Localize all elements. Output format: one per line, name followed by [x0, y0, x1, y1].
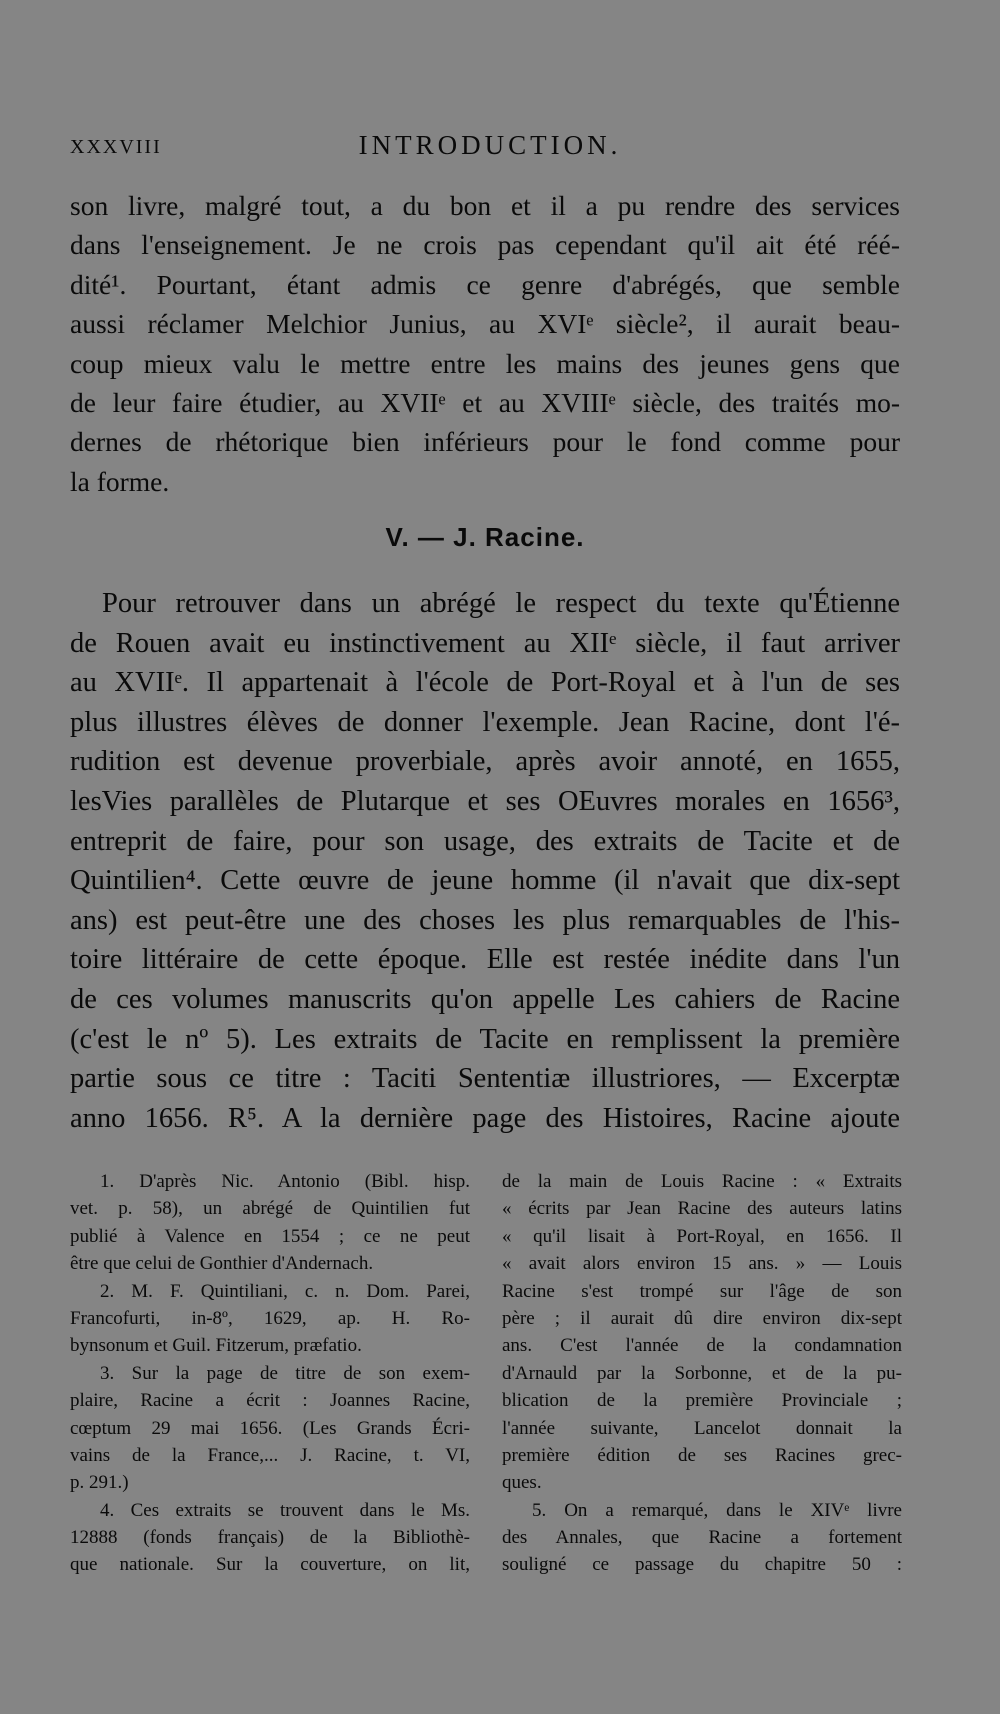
text-line: dernes de rhétorique bien inférieurs pour le fond comme pour — [70, 426, 900, 458]
footnote-line: père ; il aurait dû dire environ dix-sept — [502, 1307, 902, 1329]
text-line: plus illustres élèves de donner l'exemple. Jean Racine, dont l'é- — [70, 706, 900, 738]
footnote-line: « qu'il lisait à Port-Royal, en 1656. Il — [502, 1225, 902, 1247]
text-line: de ces volumes manuscrits qu'on appelle Les cahiers de Racine — [70, 983, 900, 1015]
footnote-line: 1. D'après Nic. Antonio (Bibl. hisp. — [100, 1171, 470, 1192]
footnotes-right-column — [502, 1168, 902, 1579]
text-line: au XVIIᵉ. Il appartenait à l'école de Port-Royal et à l'un de ses — [70, 667, 900, 699]
footnote-line: de la main de Louis Racine : « Extraits — [502, 1171, 902, 1192]
footnote-line: plaire, Racine a écrit : Joannes Racine, — [70, 1390, 470, 1412]
running-head — [70, 130, 910, 166]
text-line: aussi réclamer Melchior Junius, au XVIᵉ siècle², il aurait beau- — [70, 308, 900, 340]
footnote-line: 2. M. F. Quintiliani, c. n. Dom. Parei, — [100, 1280, 470, 1302]
text-line: lesVies parallèles de Plutarque et ses OEuvres morales en 1656³, — [70, 785, 900, 817]
text-line: de leur faire étudier, au XVIIᵉ et au XVIIIᵉ siècle, des traités mo- — [70, 386, 900, 418]
text-line: (c'est le nº 5). Les extraits de Tacite en remplissent la première — [70, 1023, 900, 1055]
footnote-line: publié à Valence en 1554 ; ce ne peut — [70, 1225, 470, 1247]
text-line: coup mieux valu le mettre entre les mains des jeunes gens que — [70, 347, 900, 379]
footnote-line: première édition de ses Racines grec- — [502, 1444, 902, 1466]
footnote-line: l'année suivante, Lancelot donnait la — [502, 1417, 902, 1439]
footnote-line: cœptum 29 mai 1656. (Les Grands Écri- — [70, 1417, 470, 1439]
paragraph-racine — [70, 584, 900, 1138]
footnotes-left-column — [70, 1168, 470, 1579]
footnote-line: d'Arnauld par la Sorbonne, et de la pu- — [502, 1362, 902, 1384]
section-heading: V. — J. Racine. — [385, 522, 585, 552]
text-line: rudition est devenue proverbiale, après avoir annoté, en 1655, — [70, 746, 900, 778]
text-line: ans) est peut-être une des choses les plus remarquables de l'his- — [70, 904, 900, 936]
footnote-line: que nationale. Sur la couverture, on lit, — [70, 1554, 470, 1576]
footnote-line: Francofurti, in-8º, 1629, ap. H. Ro- — [70, 1307, 470, 1329]
text-line: de Rouen avait eu instinctivement au XIIᵉ siècle, il faut arriver — [70, 627, 900, 659]
footnote-line: 5. On a remarqué, dans le XIVᵉ livre — [532, 1499, 902, 1521]
footnote-line: des Annales, que Racine a fortement — [502, 1527, 902, 1549]
footnote-line: être que celui de Gonthier d'Andernach. — [70, 1253, 374, 1275]
footnote-line: 12888 (fonds français) de la Bibliothè- — [70, 1527, 470, 1549]
footnote-line: vains de la France,... J. Racine, t. VI, — [70, 1444, 470, 1466]
text-line: partie sous ce titre : Taciti Sententiæ illustriores, — Excerptæ — [70, 1063, 900, 1095]
footnote-line: blication de la première Provinciale ; — [502, 1390, 902, 1412]
text-line: anno 1656. R⁵. A la dernière page des Histoires, Racine ajoute — [70, 1102, 900, 1134]
running-title: INTRODUCTION. — [358, 130, 622, 160]
text-line: la forme. — [70, 465, 170, 497]
footnote-line: Racine s'est trompé sur l'âge de son — [502, 1280, 902, 1302]
footnote-line: bynsonum et Guil. Fitzerum, præfatio. — [70, 1335, 362, 1357]
footnote-line: 3. Sur la page de titre de son exem- — [100, 1362, 470, 1384]
page-folio: XXXVIII — [70, 136, 162, 158]
footnote-line: 4. Ces extraits se trouvent dans le Ms. — [100, 1499, 470, 1521]
paragraph-continuation — [70, 186, 900, 501]
footnote-line: vet. p. 58), un abrégé de Quintilien fut — [70, 1198, 470, 1220]
footnote-line: « écrits par Jean Racine des auteurs latins — [502, 1198, 902, 1220]
footnote-line: ans. C'est l'année de la condamnation — [502, 1335, 902, 1357]
footnote-line: « avait alors environ 15 ans. » — Louis — [502, 1253, 902, 1275]
footnote-line: ques. — [502, 1472, 542, 1494]
text-line: Pour retrouver dans un abrégé le respect du texte qu'Étienne — [102, 588, 900, 619]
text-line: toire littéraire de cette époque. Elle est restée inédite dans l'un — [70, 944, 900, 976]
text-line: son livre, malgré tout, a du bon et il a pu rendre des services — [70, 190, 900, 221]
text-line: entreprit de faire, pour son usage, des extraits de Tacite et de — [70, 825, 900, 857]
text-line: dité¹. Pourtant, étant admis ce genre d'abrégés, que semble — [70, 268, 900, 300]
footnote-line: p. 291.) — [70, 1472, 129, 1494]
text-line: Quintilien⁴. Cette œuvre de jeune homme (il n'avait que dix-sept — [70, 865, 900, 897]
footnote-line: souligné ce passage du chapitre 50 : — [502, 1554, 902, 1576]
text-line: dans l'enseignement. Je ne crois pas cependant qu'il ait été réé- — [70, 229, 900, 261]
